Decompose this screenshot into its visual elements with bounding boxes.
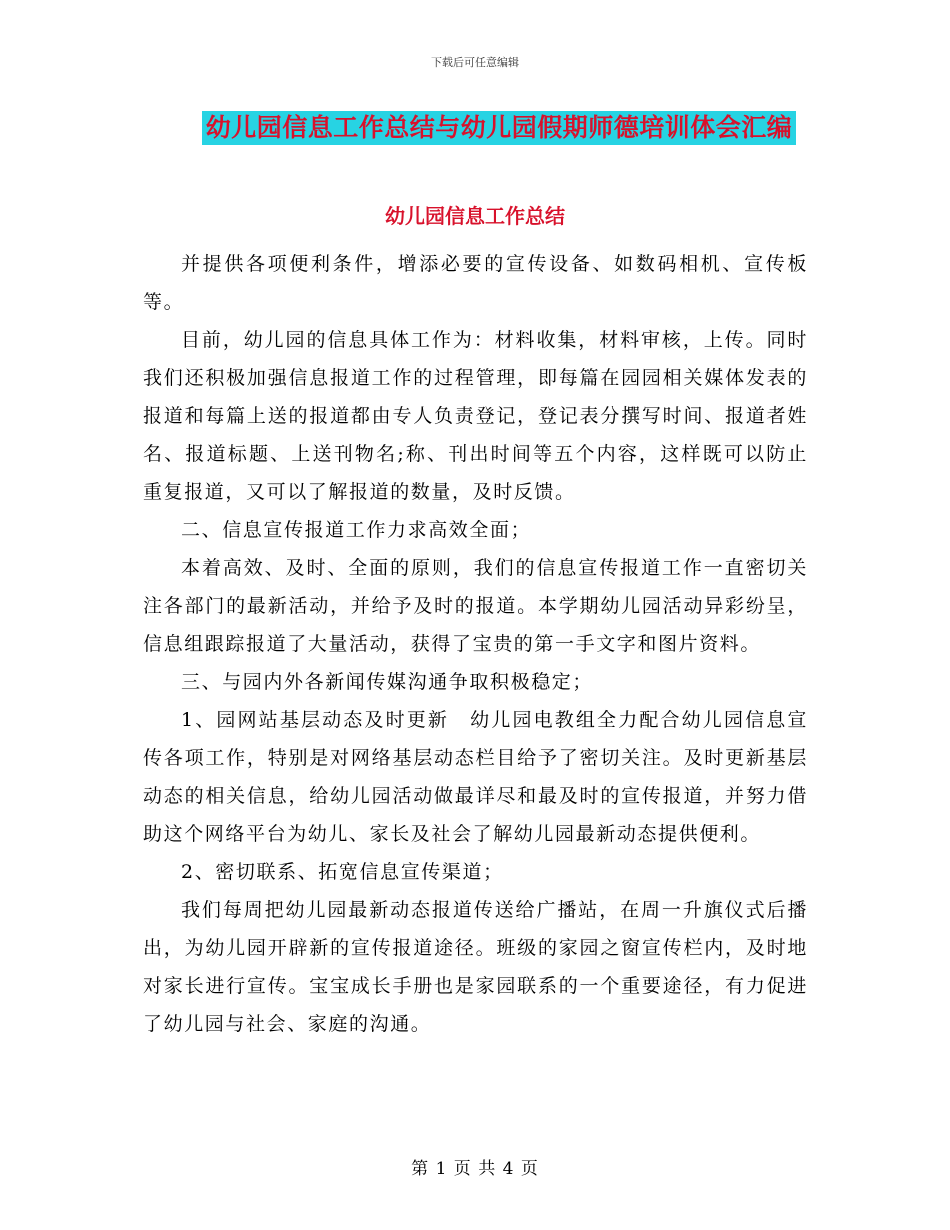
paragraph: 1、园网站基层动态及时更新 幼儿园电教组全力配合幼儿园信息宣传各项工作，特别是对网络基层动态栏目给予了密切关注。及时更新基层动态的相关信息，给幼儿园活动做最详尽和最及时的宣传报道，并努力借助这个网络平台为幼儿、家长及社会了解幼儿园最新动态提供便利。	[143, 709, 808, 845]
paragraph: 二、信息宣传报道工作力求高效全面；	[181, 519, 532, 541]
section-title: 幼儿园信息工作总结	[385, 204, 565, 228]
page-number-footer: 第 1 页 共 4 页	[411, 1159, 539, 1179]
paragraph: 本着高效、及时、全面的原则，我们的信息宣传报道工作一直密切关注各部门的最新活动，并给予及时的报道。本学期幼儿园活动异彩纷呈，信息组跟踪报道了大量活动，获得了宝贵的第一手文字和图片资料。	[143, 557, 808, 655]
paragraph: 目前，幼儿园的信息具体工作为：材料收集，材料审核，上传。同时我们还积极加强信息报道工作的过程管理，即每篇在园园相关媒体发表的报道和每篇上送的报道都由专人负责登记，登记表分撰写时间、报道者姓名、报道标题、上送刊物名;称、刊出时间等五个内容，这样既可以防止重复报道，又可以了解报道的数量，及时反馈。	[143, 329, 808, 503]
document-title	[0, 111, 950, 148]
document-title-text: 幼儿园信息工作总结与幼儿园假期师德培训体会汇编	[202, 111, 797, 145]
paragraph: 三、与园内外各新闻传媒沟通争取积极稳定；	[181, 671, 594, 693]
header-note: 下载后可任意编辑	[431, 56, 519, 69]
paragraph: 2、密切联系、拓宽信息宣传渠道；	[181, 861, 504, 883]
body-text	[143, 245, 808, 1043]
paragraph: 并提供各项便利条件，增添必要的宣传设备、如数码相机、宣传板等。	[143, 253, 808, 313]
paragraph: 我们每周把幼儿园最新动态报道传送给广播站，在周一升旗仪式后播出，为幼儿园开辟新的宣传报道途径。班级的家园之窗宣传栏内，及时地对家长进行宣传。宝宝成长手册也是家园联系的一个重要途径，有力促进了幼儿园与社会、家庭的沟通。	[143, 899, 808, 1035]
